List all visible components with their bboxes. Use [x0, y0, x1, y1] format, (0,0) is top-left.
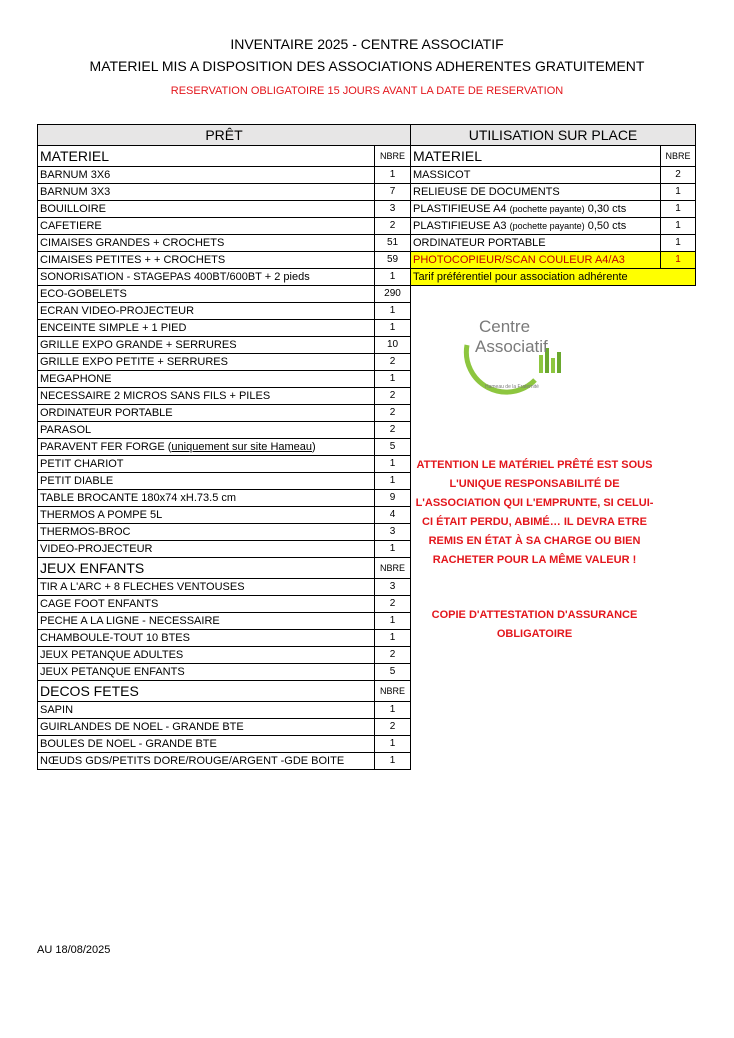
item-qty: 1	[375, 736, 411, 753]
item-name: CHAMBOULE-TOUT 10 BTES	[38, 630, 375, 647]
item-note: (pochette payante)	[509, 204, 585, 214]
item-name: JEUX PETANQUE ADULTES	[38, 647, 375, 664]
table-row	[38, 736, 411, 753]
item-qty: 1	[661, 218, 696, 235]
item-qty: 2	[661, 167, 696, 184]
item-name: PARAVENT FER FORGE (uniquement sur site Hameau)	[38, 439, 375, 456]
item-qty: 1	[375, 702, 411, 719]
table-row	[38, 719, 411, 736]
item-name: PHOTOCOPIEUR/SCAN COULEUR A4/A3	[411, 252, 661, 269]
item-qty: 1	[375, 613, 411, 630]
item-qty: 3	[375, 201, 411, 218]
item-name: JEUX PETANQUE ENFANTS	[38, 664, 375, 681]
table-row	[411, 235, 696, 252]
item-name: BARNUM 3X6	[38, 167, 375, 184]
item-name: MEGAPHONE	[38, 371, 375, 388]
item-name: SONORISATION - STAGEPAS 400BT/600BT + 2 pieds	[38, 269, 375, 286]
liability-warning: ATTENTION LE MATÉRIEL PRÊTÉ EST SOUS L'UNIQUE RESPONSABILITÉ DE L'ASSOCIATION QUI L'EMPRUNTE, SI CELUI- CI ÉTAIT PERDU, ABIMÉ… IL DEVRA ETRE REMIS EN ÉTAT À SA CHARGE OU BIEN RACHETER POUR LA MÊME VALEUR !	[415, 459, 654, 566]
table-row	[38, 664, 411, 681]
table-row	[38, 456, 411, 473]
item-name: BARNUM 3X3	[38, 184, 375, 201]
item-name: RELIEUSE DE DOCUMENTS	[411, 184, 661, 201]
logo-building	[551, 358, 555, 373]
document-title: INVENTAIRE 2025 - CENTRE ASSOCIATIF	[230, 36, 504, 52]
table-row	[38, 579, 411, 596]
logo-building	[539, 355, 543, 373]
item-qty: 1	[661, 235, 696, 252]
item-qty: 1	[375, 303, 411, 320]
item-qty: 9	[375, 490, 411, 507]
item-name: VIDEO-PROJECTEUR	[38, 541, 375, 558]
count-label: NBRE	[661, 146, 696, 167]
tarif-note-row	[411, 269, 696, 286]
item-name: ENCEINTE SIMPLE + 1 PIED	[38, 320, 375, 337]
table-row	[38, 371, 411, 388]
table-row	[38, 647, 411, 664]
item-qty: 2	[375, 422, 411, 439]
table-row	[38, 405, 411, 422]
item-qty: 1	[375, 753, 411, 770]
item-name: TIR A L'ARC + 8 FLECHES VENTOUSES	[38, 579, 375, 596]
table-row	[38, 524, 411, 541]
table-row	[38, 613, 411, 630]
table-row	[38, 473, 411, 490]
section-title: DECOS FETES	[38, 681, 375, 702]
table-row	[38, 337, 411, 354]
item-qty: 51	[375, 235, 411, 252]
item-qty: 2	[375, 388, 411, 405]
item-qty: 5	[375, 664, 411, 681]
logo-arc-text: Hameau de la Fraternité	[485, 384, 539, 390]
site-restriction-note: uniquement sur site Hameau	[171, 441, 313, 453]
item-name: ORDINATEUR PORTABLE	[411, 235, 661, 252]
document-date: AU 18/08/2025	[37, 944, 111, 956]
table-row	[38, 596, 411, 613]
item-name: THERMOS A POMPE 5L	[38, 507, 375, 524]
item-name: THERMOS-BROC	[38, 524, 375, 541]
item-qty: 1	[661, 252, 696, 269]
item-qty: 2	[375, 596, 411, 613]
table-row	[38, 541, 411, 558]
table-row	[38, 422, 411, 439]
item-name: PECHE A LA LIGNE - NECESSAIRE	[38, 613, 375, 630]
item-name: ECO-GOBELETS	[38, 286, 375, 303]
item-qty: 59	[375, 252, 411, 269]
table-row	[38, 252, 411, 269]
table-row	[38, 490, 411, 507]
item-qty: 10	[375, 337, 411, 354]
table-row	[38, 235, 411, 252]
table-row	[38, 167, 411, 184]
item-qty: 5	[375, 439, 411, 456]
centre-associatif-logo	[455, 300, 575, 395]
logo-text-line2: Associatif	[475, 337, 548, 356]
count-label: NBRE	[375, 681, 411, 702]
item-name: GUIRLANDES DE NOEL - GRANDE BTE	[38, 719, 375, 736]
item-qty: 1	[375, 473, 411, 490]
item-name: CAGE FOOT ENFANTS	[38, 596, 375, 613]
table-row	[38, 201, 411, 218]
item-qty: 1	[375, 269, 411, 286]
table-row	[38, 218, 411, 235]
loan-heading: PRÊT	[38, 125, 411, 146]
item-name: ORDINATEUR PORTABLE	[38, 405, 375, 422]
table-row	[38, 354, 411, 371]
table-row	[38, 388, 411, 405]
section-title: MATERIEL	[411, 146, 661, 167]
table-row	[38, 753, 411, 770]
table-row	[38, 702, 411, 719]
loan-table	[37, 124, 411, 770]
item-price: 0,30 cts	[584, 203, 627, 215]
item-qty: 1	[375, 456, 411, 473]
table-row	[411, 167, 696, 184]
item-qty: 290	[375, 286, 411, 303]
table-row	[38, 507, 411, 524]
item-name: PARASOL	[38, 422, 375, 439]
table-row	[38, 269, 411, 286]
table-row	[411, 184, 696, 201]
item-qty: 1	[375, 167, 411, 184]
logo-building	[557, 352, 561, 373]
item-name: CAFETIERE	[38, 218, 375, 235]
item-name: GRILLE EXPO GRANDE + SERRURES	[38, 337, 375, 354]
item-name: TABLE BROCANTE 180x74 xH.73.5 cm	[38, 490, 375, 507]
item-qty: 1	[661, 184, 696, 201]
item-name: NECESSAIRE 2 MICROS SANS FILS + PILES	[38, 388, 375, 405]
table-row-highlighted	[411, 252, 696, 269]
item-name: GRILLE EXPO PETITE + SERRURES	[38, 354, 375, 371]
item-qty: 1	[375, 630, 411, 647]
item-name: BOUILLOIRE	[38, 201, 375, 218]
item-name: MASSICOT	[411, 167, 661, 184]
item-qty: 1	[375, 371, 411, 388]
item-name: PETIT CHARIOT	[38, 456, 375, 473]
count-label: NBRE	[375, 146, 411, 167]
item-name: SAPIN	[38, 702, 375, 719]
onsite-table	[410, 124, 696, 286]
table-row	[38, 320, 411, 337]
item-name: BOULES DE NOEL - GRANDE BTE	[38, 736, 375, 753]
section-title: MATERIEL	[38, 146, 375, 167]
item-qty: 7	[375, 184, 411, 201]
item-qty: 1	[375, 541, 411, 558]
item-price: 0,50 cts	[584, 220, 627, 232]
item-qty: 2	[375, 647, 411, 664]
document-subtitle: MATERIEL MIS A DISPOSITION DES ASSOCIATIONS ADHERENTES GRATUITEMENT	[89, 58, 645, 74]
table-row	[411, 218, 696, 235]
item-name: NŒUDS GDS/PETITS DORE/ROUGE/ARGENT -GDE BOITE	[38, 753, 375, 770]
tarif-note: Tarif préférentiel pour association adhérente	[411, 269, 696, 286]
item-qty: 2	[375, 719, 411, 736]
table-row	[38, 303, 411, 320]
section-title: JEUX ENFANTS	[38, 558, 375, 579]
item-name: PETIT DIABLE	[38, 473, 375, 490]
item-qty: 3	[375, 579, 411, 596]
item-name: CIMAISES PETITES + + CROCHETS	[38, 252, 375, 269]
insurance-notice: COPIE D'ATTESTATION D'ASSURANCE OBLIGATOIRE	[431, 609, 638, 640]
reservation-notice: RESERVATION OBLIGATOIRE 15 JOURS AVANT LA DATE DE RESERVATION	[170, 85, 564, 97]
item-qty: 3	[375, 524, 411, 541]
item-qty: 2	[375, 218, 411, 235]
item-qty: 1	[375, 320, 411, 337]
item-qty: 2	[375, 354, 411, 371]
item-name: ECRAN VIDEO-PROJECTEUR	[38, 303, 375, 320]
table-row	[38, 630, 411, 647]
item-note: (pochette payante)	[509, 221, 585, 231]
count-label: NBRE	[375, 558, 411, 579]
onsite-heading: UTILISATION SUR PLACE	[411, 125, 696, 146]
table-row	[411, 201, 696, 218]
item-name: CIMAISES GRANDES + CROCHETS	[38, 235, 375, 252]
item-qty: 4	[375, 507, 411, 524]
item-name: PLASTIFIEUSE A4 (pochette payante) 0,30 cts	[411, 201, 661, 218]
table-row	[38, 439, 411, 456]
item-qty: 1	[661, 201, 696, 218]
logo-text-line1: Centre	[479, 317, 531, 336]
item-qty: 2	[375, 405, 411, 422]
table-row	[38, 184, 411, 201]
table-row	[38, 286, 411, 303]
item-name: PLASTIFIEUSE A3 (pochette payante) 0,50 cts	[411, 218, 661, 235]
